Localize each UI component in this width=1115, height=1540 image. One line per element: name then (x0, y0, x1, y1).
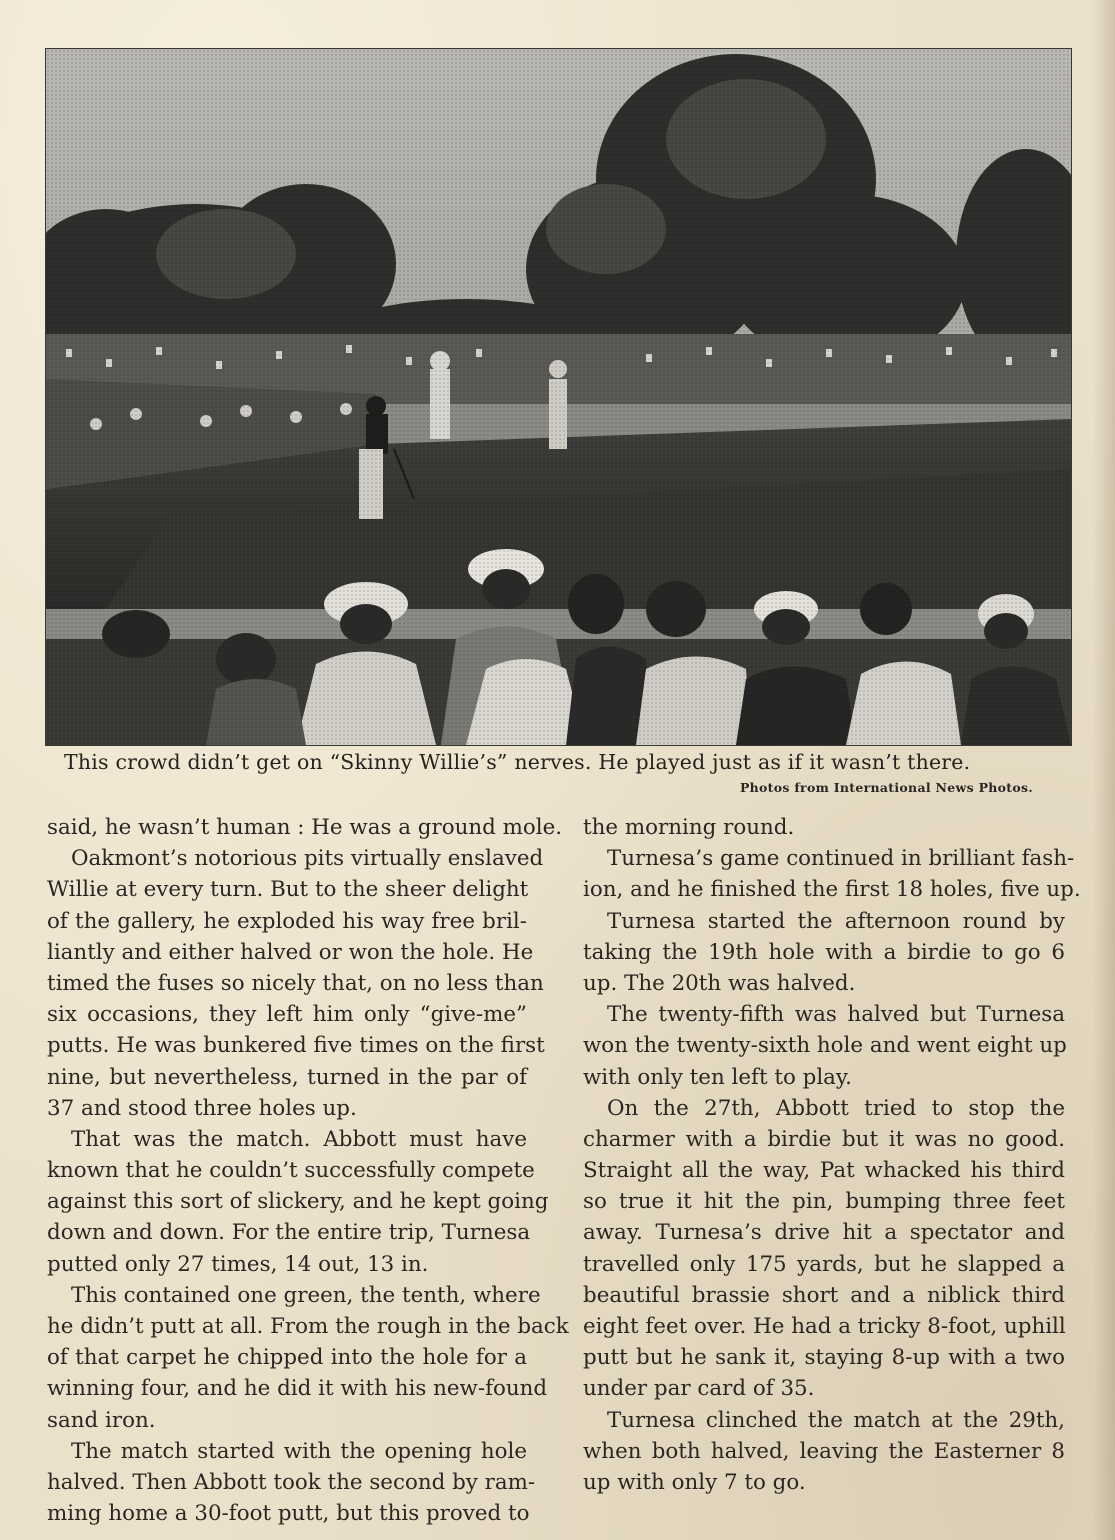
article-line: liantly and either halved or won the hole. He (47, 939, 534, 965)
article-line: so true it hit the pin, bumping three feet (583, 1189, 1065, 1215)
article-line: putted only 27 times, 14 out, 13 in. (47, 1251, 429, 1277)
article-line: sand iron. (47, 1407, 156, 1433)
article-line: six occasions, they left him only “give-me” (47, 1002, 527, 1028)
golf-crowd-photo-icon (46, 49, 1071, 745)
article-column-left (47, 812, 569, 1529)
article-line: halved. Then Abbott took the second by ram- (47, 1469, 536, 1495)
photo-credit: Photos from International News Photos. (739, 780, 1033, 795)
article-line: against this sort of slickery, and he kept going (47, 1189, 549, 1215)
article-line: nine, but nevertheless, turned in the par of (47, 1064, 527, 1090)
article-line: Turnesa clinched the match at the 29th, (607, 1407, 1065, 1433)
article-line: up. The 20th was halved. (583, 970, 856, 996)
article-line: away. Turnesa’s drive hit a spectator and (583, 1220, 1065, 1246)
article-line: travelled only 175 yards, but he slapped a (583, 1251, 1065, 1277)
article-line: said, he wasn’t human : He was a ground mole. (47, 815, 563, 840)
article-line: Turnesa started the afternoon round by (607, 908, 1065, 934)
article-column-right (583, 812, 1081, 1498)
article-line: down and down. For the entire trip, Turnesa (47, 1220, 531, 1246)
page-edge-shadow (1093, 0, 1115, 1540)
article-line: known that he couldn’t successfully compete (47, 1158, 535, 1184)
article-line: charmer with a birdie but it was no good. (583, 1126, 1065, 1152)
article-line: That was the match. Abbott must have (71, 1126, 527, 1152)
article-line: putts. He was bunkered five times on the first (47, 1033, 545, 1059)
article-line: 37 and stood three holes up. (47, 1095, 357, 1121)
article-line: Straight all the way, Pat whacked his third (583, 1158, 1065, 1184)
photo-caption: This crowd didn’t get on “Skinny Willie’s” nerves. He played just as if it wasn’t there. (64, 750, 971, 774)
article-line: eight feet over. He had a tricky 8-foot, uphill (583, 1314, 1066, 1339)
article-line: the morning round. (583, 815, 795, 840)
article-line: ion, and he finished the first 18 holes, five up. (583, 877, 1081, 903)
article-line: he didn’t putt at all. From the rough in the back (47, 1314, 569, 1339)
article-line: up with only 7 to go. (583, 1469, 806, 1495)
golf-crowd-photo (45, 48, 1072, 746)
article-line: timed the fuses so nicely that, on no less than (47, 970, 544, 996)
article-line: The match started with the opening hole (71, 1438, 527, 1464)
article-line: under par card of 35. (583, 1376, 815, 1402)
article-line: when both halved, leaving the Easterner 8 (583, 1438, 1065, 1464)
article-line: won the twenty-sixth hole and went eight up (583, 1033, 1067, 1059)
article-line: taking the 19th hole with a birdie to go 6 (583, 939, 1065, 965)
article-line: Oakmont’s notorious pits virtually enslaved (71, 846, 544, 872)
article-line: of that carpet he chipped into the hole for a (47, 1345, 527, 1371)
article-line: The twenty-fifth was halved but Turnesa (607, 1002, 1065, 1028)
article-line: putt but he sank it, staying 8-up with a two (583, 1345, 1065, 1371)
article-line: This contained one green, the tenth, where (71, 1282, 541, 1308)
article-line: On the 27th, Abbott tried to stop the (607, 1095, 1065, 1121)
article-line: beautiful brassie short and a niblick third (583, 1282, 1065, 1308)
article-line: winning four, and he did it with his new-found (47, 1376, 548, 1402)
article-line: of the gallery, he exploded his way free bril- (47, 908, 527, 934)
article-line: Turnesa’s game continued in brilliant fash- (607, 846, 1075, 872)
article-line: with only ten left to play. (583, 1064, 852, 1090)
article-line: ming home a 30-foot putt, but this proved to (47, 1501, 530, 1527)
article-line: Willie at every turn. But to the sheer delight (47, 877, 529, 903)
